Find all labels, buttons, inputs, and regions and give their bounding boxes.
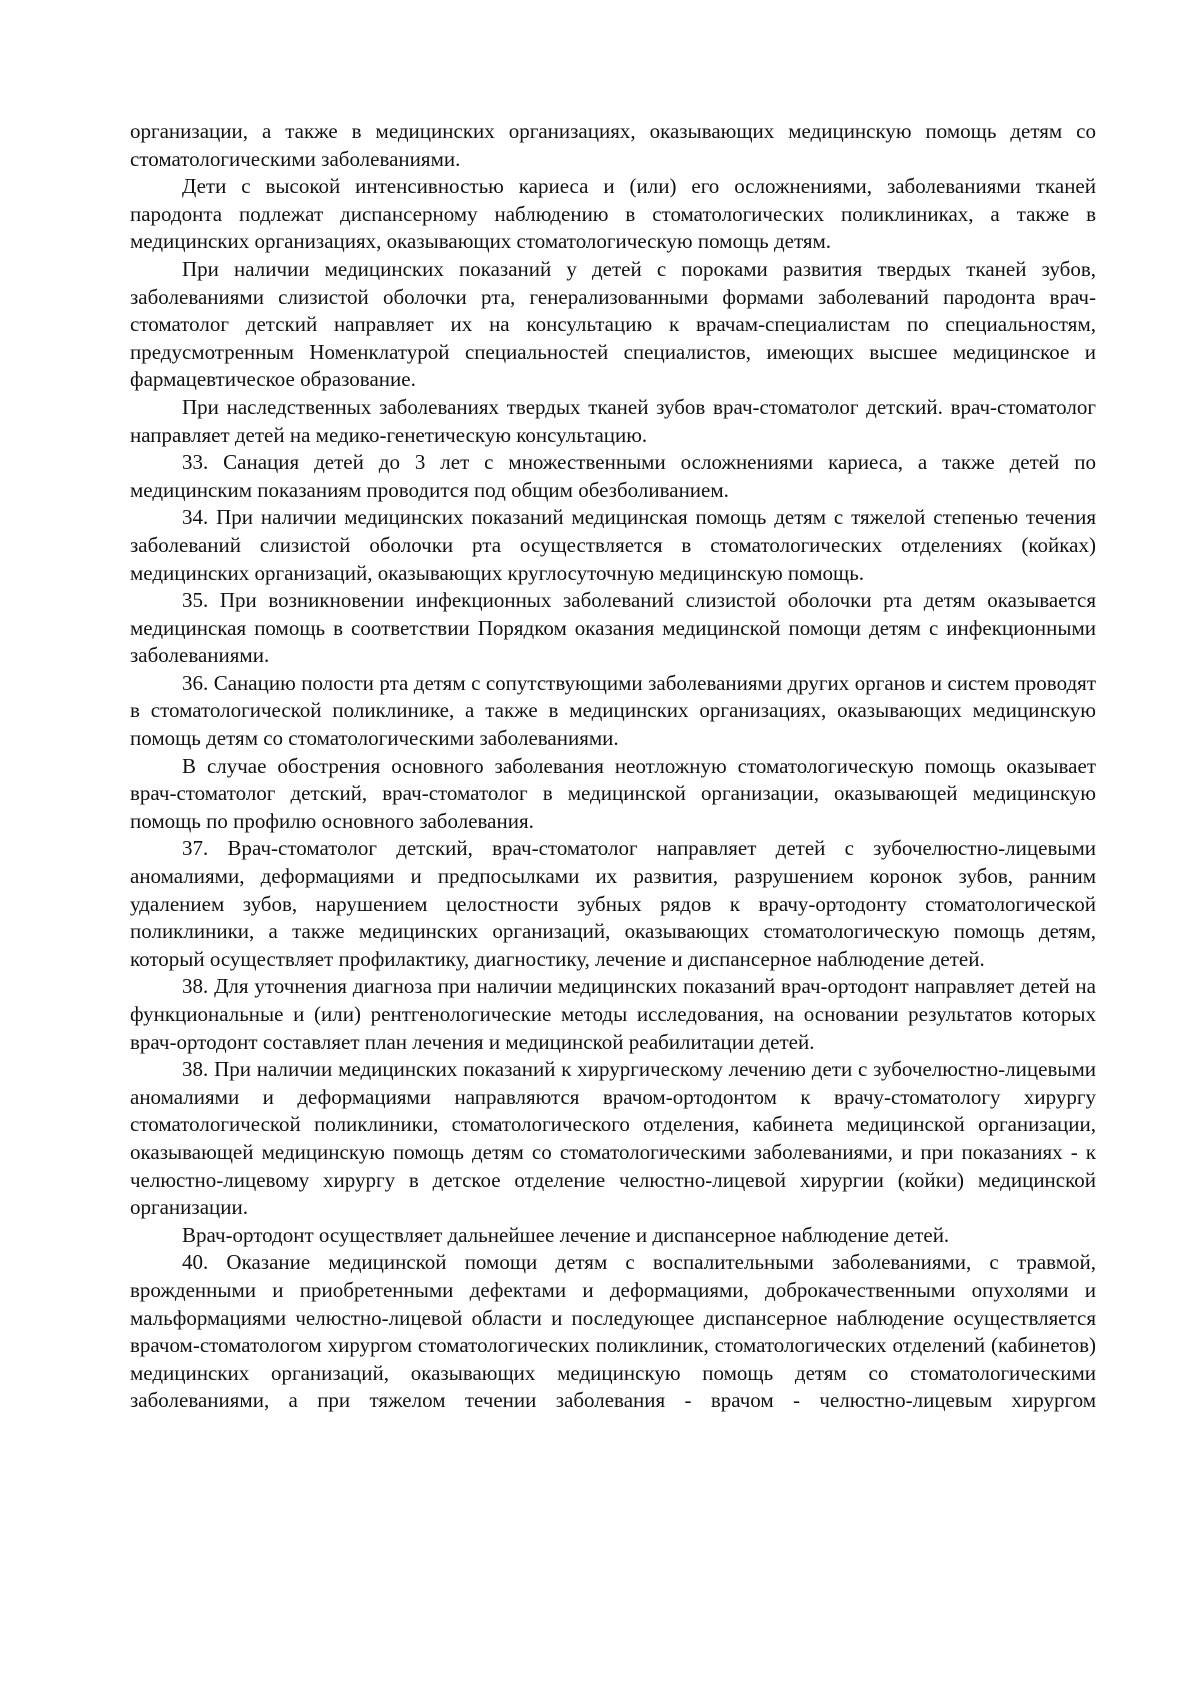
paragraph-item-40: 40. Оказание медицинской помощи детям с воспалительными заболеваниями, с травмой, врожденными и приобретенными дефектами и деформациями, доброкачественными опухолями и мальформациями челюстно-лицевой области и последующее диспансерное наблюдение осуществляется врачом-стоматологом хирургом стоматологических поликлиник, стоматологических отделений (кабинетов) медицинских организаций, оказывающих медицинскую помощь детям со стоматологическими заболеваниями, а при тяжелом течении заболевания - врачом - челюстно-лицевым хирургом — [130, 1250, 1096, 1413]
paragraph-item-34: 34. При наличии медицинских показаний медицинская помощь детям с тяжелой степенью течения заболеваний слизистой оболочки рта осуществляется в стоматологических отделениях (койках) медицинских организаций, оказывающих круглосуточную медицинскую помощь. — [130, 505, 1096, 585]
paragraph-dispensary-observation: Дети с высокой интенсивностью кариеса и (или) его осложнениями, заболеваниями тканей пародонта подлежат диспансерному наблюдению в стоматологических поликлиниках, а также в медицинских организациях, оказывающих стоматологическую помощь детям. — [130, 174, 1096, 254]
document-body — [130, 118, 1096, 1415]
paragraph-orthodontist-treatment: Врач-ортодонт осуществляет дальнейшее лечение и диспансерное наблюдение детей. — [182, 1222, 950, 1247]
paragraph-specialist-consultation: При наличии медицинских показаний у детей с пороками развития твердых тканей зубов, заболеваниями слизистой оболочки рта, генерализованными формами заболеваний пародонта врач-стоматолог детский направляет их на консультацию к врачам-специалистам по специальностям, предусмотренным Номенклатурой специальностей специалистов, имеющих высшее медицинское и фармацевтическое образование. — [130, 256, 1096, 392]
paragraph-item-35: 35. При возникновении инфекционных заболеваний слизистой оболочки рта детям оказывается медицинская помощь в соответствии Порядком оказания медицинской помощи детям с инфекционными заболеваниями. — [130, 588, 1096, 668]
paragraph-item-38a: 38. Для уточнения диагноза при наличии медицинских показаний врач-ортодонт направляет детей на функциональные и (или) рентгенологические методы исследования, на основании результатов которых врач-ортодонт составляет план лечения и медицинской реабилитации детей. — [130, 974, 1096, 1054]
paragraph-item-36: 36. Санацию полости рта детям с сопутствующими заболеваниями других органов и систем проводят в стоматологической поликлинике, а также в медицинских организациях, оказывающих медицинскую помощь детям со стоматологическими заболеваниями. — [130, 670, 1096, 751]
paragraph-item-37: 37. Врач-стоматолог детский, врач-стоматолог направляет детей с зубочелюстно-лицевыми аномалиями, деформациями и предпосылками их развития, разрушением коронок зубов, ранним удалением зубов, нарушением целостности зубных рядов к врачу-ортодонту стоматологической поликлиники, а также медицинских организаций, оказывающих стоматологическую помощь детям, который осуществляет профилактику, диагностику, лечение и диспансерное наблюдение детей. — [130, 836, 1096, 971]
paragraph-urgent-care: В случае обострения основного заболевания неотложную стоматологическую помощь оказывает врач-стоматолог детский, врач-стоматолог в медицинской организации, оказывающей медицинскую помощь по профилю основного заболевания. — [130, 753, 1096, 833]
paragraph-item-33: 33. Санация детей до 3 лет с множественными осложнениями кариеса, а также детей по медицинским показаниям проводится под общим обезболиванием. — [130, 450, 1096, 502]
paragraph-item-38b: 38. При наличии медицинских показаний к хирургическому лечению дети с зубочелюстно-лицевыми аномалиями и деформациями направляются врачом-ортодонтом к врачу-стоматологу хирургу стоматологической поликлиники, стоматологического отделения, кабинета медицинской организации, оказывающей медицинскую помощь детям со стоматологическими заболеваниями, и при показаниях - к челюстно-лицевому хирургу в детское отделение челюстно-лицевой хирургии (койки) медицинской организации. — [130, 1057, 1096, 1220]
paragraph-genetic-consultation: При наследственных заболеваниях твердых тканей зубов врач-стоматолог детский. врач-стоматолог направляет детей на медико-генетическую консультацию. — [130, 394, 1096, 447]
paragraph-continuation: организации, а также в медицинских организациях, оказывающих медицинскую помощь детям со стоматологическими заболеваниями. — [130, 119, 1096, 171]
